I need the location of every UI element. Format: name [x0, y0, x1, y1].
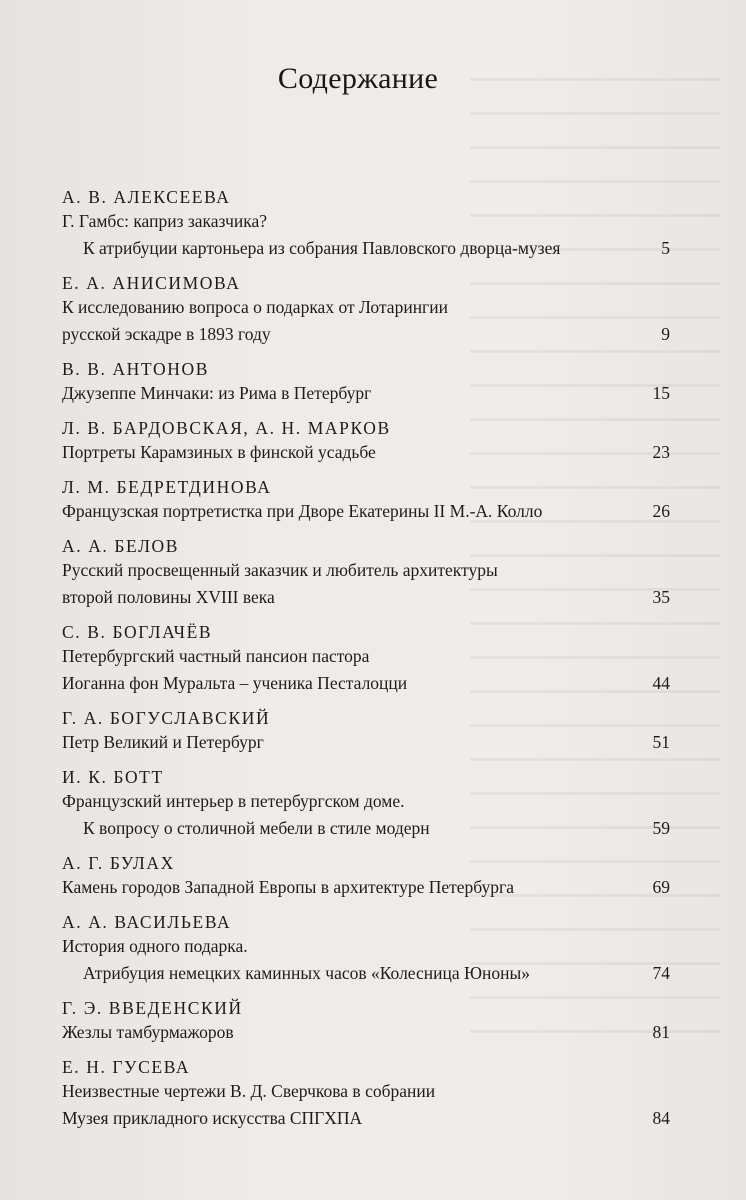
entry-author: Е. А. АНИСИМОВА — [62, 273, 241, 293]
entry-page-number: 26 — [652, 501, 670, 521]
entry-page-number: 74 — [652, 963, 670, 983]
entry-title-line — [62, 380, 670, 407]
toc-entry — [62, 708, 670, 756]
entry-title-line — [62, 729, 670, 756]
entry-title-line: Петербургский частный пансион пастора — [62, 646, 370, 666]
toc-entry — [62, 998, 670, 1046]
table-of-contents — [62, 187, 670, 1143]
entry-author: Г. А. БОГУСЛАВСКИЙ — [62, 708, 271, 728]
entry-title-line — [62, 321, 670, 348]
entry-author: Л. М. БЕДРЕТДИНОВА — [62, 477, 272, 497]
entry-title-line: Г. Гамбс: каприз заказчика? — [62, 211, 268, 231]
entry-title-text: Жезлы тамбурмажоров — [62, 1022, 234, 1042]
entry-title-line — [62, 670, 670, 697]
entry-author: А. В. АЛЕКСЕЕВА — [62, 187, 231, 207]
entry-title-text: Французская портретистка при Дворе Екатерины II М.-А. Колло — [62, 501, 543, 521]
toc-entry — [62, 359, 670, 407]
entry-page-number: 69 — [652, 877, 670, 897]
entry-author: Г. Э. ВВЕДЕНСКИЙ — [62, 998, 243, 1018]
entry-page-number: 9 — [661, 324, 670, 344]
toc-entry — [62, 418, 670, 466]
entry-page-number: 5 — [661, 238, 670, 258]
entry-title-line — [62, 1019, 670, 1046]
toc-entry — [62, 477, 670, 525]
toc-entry — [62, 912, 670, 987]
entry-author: А. А. ВАСИЛЬЕВА — [62, 912, 232, 932]
entry-title-line — [62, 439, 670, 466]
entry-page-number: 35 — [652, 587, 670, 607]
entry-page-number: 81 — [652, 1022, 670, 1042]
entry-page-number: 84 — [652, 1108, 670, 1128]
entry-title-line — [62, 874, 670, 901]
entry-page-number: 23 — [652, 442, 670, 462]
entry-title-text: Джузеппе Минчаки: из Рима в Петербург — [62, 383, 372, 403]
entry-author: С. В. БОГЛАЧЁВ — [62, 622, 213, 642]
entry-title-text: Атрибуция немецких каминных часов «Колесница Юноны» — [83, 963, 530, 983]
entry-title-text: Музея прикладного искусства СПГХПА — [62, 1108, 363, 1128]
toc-entry — [62, 273, 670, 348]
entry-title-line: Французский интерьер в петербургском доме. — [62, 791, 405, 811]
entry-title-text: русской эскадре в 1893 году — [62, 324, 271, 344]
entry-title-line — [62, 960, 670, 987]
entry-title-text: Петр Великий и Петербург — [62, 732, 264, 752]
entry-title-text: второй половины XVIII века — [62, 587, 275, 607]
entry-title-line — [62, 815, 670, 842]
toc-entry — [62, 853, 670, 901]
entry-title-line — [62, 1105, 670, 1132]
toc-entry — [62, 767, 670, 842]
entry-title-line — [62, 584, 670, 611]
entry-title-text: К вопросу о столичной мебели в стиле модерн — [83, 818, 430, 838]
entry-author: Л. В. БАРДОВСКАЯ, А. Н. МАРКОВ — [62, 418, 391, 438]
entry-title-line — [62, 498, 670, 525]
toc-entry — [62, 536, 670, 611]
entry-page-number: 51 — [652, 732, 670, 752]
entry-title-line: История одного подарка. — [62, 936, 248, 956]
entry-author: А. А. БЕЛОВ — [62, 536, 180, 556]
entry-title-text: К атрибуции картоньера из собрания Павловского дворца-музея — [83, 238, 561, 258]
entry-title-text: Иоганна фон Муральта – ученика Песталоцци — [62, 673, 408, 693]
entry-page-number: 44 — [652, 673, 670, 693]
toc-entry — [62, 1057, 670, 1132]
entry-title-line: Неизвестные чертежи В. Д. Сверчкова в собрании — [62, 1081, 436, 1101]
entry-title-line: Русский просвещенный заказчик и любитель архитектуры — [62, 560, 498, 580]
entry-author: В. В. АНТОНОВ — [62, 359, 209, 379]
entry-title-text: Камень городов Западной Европы в архитектуре Петербурга — [62, 877, 514, 897]
entry-author: И. К. БОТТ — [62, 767, 164, 787]
toc-entry — [62, 622, 670, 697]
entry-title-text: Портреты Карамзиных в финской усадьбе — [62, 442, 376, 462]
entry-author: Е. Н. ГУСЕВА — [62, 1057, 191, 1077]
entry-title-line — [62, 235, 670, 262]
entry-page-number: 15 — [652, 383, 670, 403]
entry-page-number: 59 — [652, 818, 670, 838]
toc-entry — [62, 187, 670, 262]
entry-title-line: К исследованию вопроса о подарках от Лотарингии — [62, 297, 448, 317]
page-title: Содержание — [277, 62, 439, 95]
entry-author: А. Г. БУЛАХ — [62, 853, 175, 873]
